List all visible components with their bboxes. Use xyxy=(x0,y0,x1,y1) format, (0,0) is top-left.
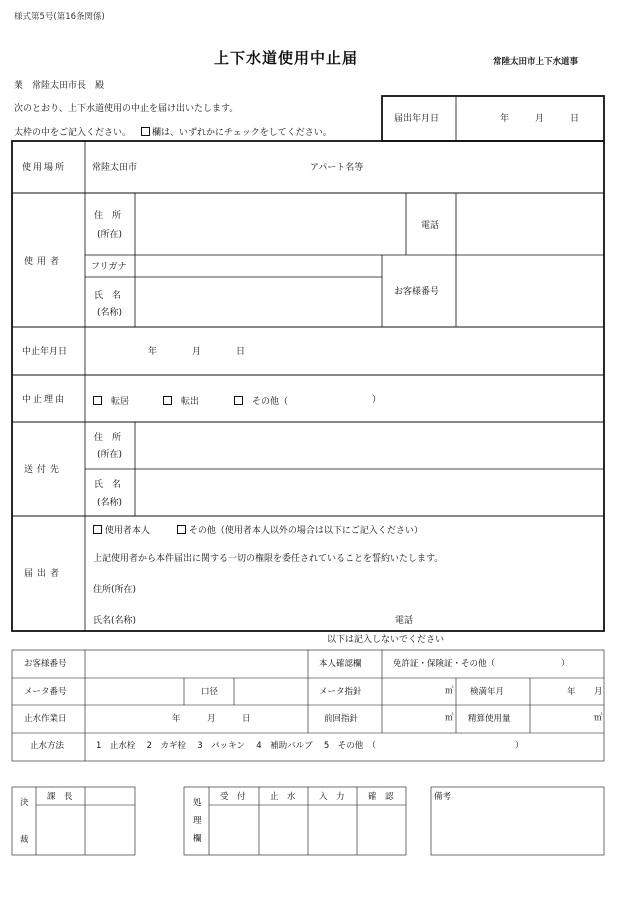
mailing-address-label: 住 所 xyxy=(94,433,122,443)
col-confirm: 確 認 xyxy=(368,792,394,802)
user-address-field[interactable] xyxy=(136,194,405,254)
issuer: 常陸太田市上下水道事 xyxy=(493,57,579,67)
stop-year-unit: 年 xyxy=(148,347,158,357)
processing-2: 理 xyxy=(193,816,202,826)
applicant-address-label: 住所(所在) xyxy=(93,585,137,595)
submission-month-unit: 月 xyxy=(535,114,545,124)
mailing-label: 送付先 xyxy=(24,465,64,475)
instruction-main: 太枠の中をご記入ください。 xyxy=(14,128,132,138)
applicant-self-option[interactable] xyxy=(93,525,150,536)
stop-work-date-label: 止水作業日 xyxy=(24,714,67,724)
stop-work-day: 日 xyxy=(242,714,251,724)
decision-bottom: 裁 xyxy=(20,835,29,845)
mailing-name-sub: (名称) xyxy=(97,498,123,508)
apartment-label: アパート名等 xyxy=(310,163,364,173)
chief-label: 課 長 xyxy=(47,792,73,802)
location-label: 使用場所 xyxy=(22,163,67,173)
decision-top: 決 xyxy=(20,798,29,808)
user-address-sub: (所在) xyxy=(97,230,123,240)
user-name-sub: (名称) xyxy=(97,308,123,318)
check-note: 欄は、いずれかにチェックをしてください。 xyxy=(152,128,332,138)
inspection-label: 検満年月 xyxy=(470,687,505,697)
reason-other-close: ） xyxy=(372,395,382,405)
user-name-label: 氏 名 xyxy=(94,291,122,301)
id-types: 免許証・保険証・その他（ xyxy=(393,659,496,669)
processing-1: 処 xyxy=(193,798,202,808)
checkbox-icon[interactable] xyxy=(163,396,172,405)
reason-moveout-text: 転出 xyxy=(181,397,200,407)
customer-number-label: お客様番号 xyxy=(394,287,440,297)
location-field[interactable] xyxy=(140,144,600,190)
settle-usage-unit: ㎥ xyxy=(594,713,603,723)
reason-moving-text: 転居 xyxy=(111,397,130,407)
declaration-text: 上記使用者から本件届出に関する一切の権限を委任されていることを誓約いたします。 xyxy=(93,554,444,564)
submission-date-label: 届出年月日 xyxy=(394,114,440,124)
stop-methods: 1 止水栓 2 カギ栓 3 パッキン 4 補助バルブ 5 その他 （ xyxy=(96,741,377,751)
reason-moving-option[interactable] xyxy=(93,396,129,407)
user-address-label: 住 所 xyxy=(94,211,122,221)
meter-reading-unit: ㎥ xyxy=(445,686,454,696)
diameter-label: 口径 xyxy=(201,687,219,697)
remarks-label: 備考 xyxy=(434,792,452,802)
prev-reading-label: 前回指針 xyxy=(324,714,359,724)
checkbox-icon[interactable] xyxy=(234,396,243,405)
stop-work-year: 年 xyxy=(172,714,181,724)
stop-month-unit: 月 xyxy=(192,347,202,357)
reason-other-option[interactable] xyxy=(234,396,288,407)
user-phone-label: 電話 xyxy=(421,221,440,231)
stop-day-unit: 日 xyxy=(236,347,246,357)
submission-year-unit: 年 xyxy=(500,114,510,124)
meter-reading-label: メータ指針 xyxy=(319,687,362,697)
checkbox-icon[interactable] xyxy=(177,525,186,534)
id-check-label: 本人確認欄 xyxy=(319,659,362,669)
settle-usage-label: 精算使用量 xyxy=(468,714,511,724)
user-phone-field[interactable] xyxy=(457,194,603,254)
location-city: 常陸太田市 xyxy=(92,163,138,173)
applicant-name-label: 氏名(名称) xyxy=(93,616,137,626)
applicant-self-text: 使用者本人 xyxy=(104,526,150,536)
customer-number-field[interactable] xyxy=(457,256,603,326)
meter-number-label: メータ番号 xyxy=(24,687,67,697)
id-close: ） xyxy=(561,659,570,669)
checkbox-icon[interactable] xyxy=(93,396,102,405)
inspection-year: 年 xyxy=(567,687,576,697)
intro-text: 次のとおり、上下水道使用の中止を届け出いたします。 xyxy=(14,104,239,114)
applicant-other-option[interactable] xyxy=(177,525,423,536)
mailing-address-field[interactable] xyxy=(136,423,603,468)
addressee: 業 常陸太田市長 殿 xyxy=(14,81,105,91)
stop-method-label: 止水方法 xyxy=(30,741,65,751)
stop-methods-close: ） xyxy=(515,741,524,751)
col-input: 入 力 xyxy=(319,792,345,802)
checkbox-icon xyxy=(141,127,150,136)
submission-day-unit: 日 xyxy=(570,114,580,124)
office-customer-no: お客様番号 xyxy=(24,659,67,669)
reason-moveout-option[interactable] xyxy=(163,396,199,407)
furigana-label: フリガナ xyxy=(91,262,127,272)
stop-reason-label: 中止理由 xyxy=(22,395,67,405)
col-stop: 止 水 xyxy=(270,792,296,802)
mailing-name-label: 氏 名 xyxy=(94,480,122,490)
applicant-phone-label: 電話 xyxy=(395,616,414,626)
stop-date-field[interactable] xyxy=(86,328,603,374)
mailing-address-sub: (所在) xyxy=(97,450,123,460)
page-title: 上下水道使用中止届 xyxy=(214,49,359,67)
applicant-label: 届出者 xyxy=(24,569,64,579)
instruction-text xyxy=(14,127,332,138)
submission-date-field[interactable] xyxy=(457,97,603,140)
mailing-name-field[interactable] xyxy=(136,470,603,515)
checkbox-icon[interactable] xyxy=(93,525,102,534)
user-label: 使用者 xyxy=(24,257,64,267)
processing-3: 欄 xyxy=(193,834,202,844)
reason-other-text: その他（ xyxy=(252,397,289,407)
stop-date-label: 中止年月日 xyxy=(22,347,68,357)
office-use-note: 以下は記入しないでください xyxy=(327,635,445,645)
inspection-month: 月 xyxy=(594,687,603,697)
col-receipt: 受 付 xyxy=(220,792,246,802)
applicant-other-text: その他（使用者本人以外の場合は以下にご記入ください） xyxy=(188,526,423,536)
furigana-field[interactable] xyxy=(136,256,381,276)
stop-work-month: 月 xyxy=(207,714,216,724)
prev-reading-unit: ㎥ xyxy=(445,713,454,723)
form-number: 様式第5号(第16条関係) xyxy=(14,12,105,22)
user-name-field[interactable] xyxy=(136,278,381,326)
